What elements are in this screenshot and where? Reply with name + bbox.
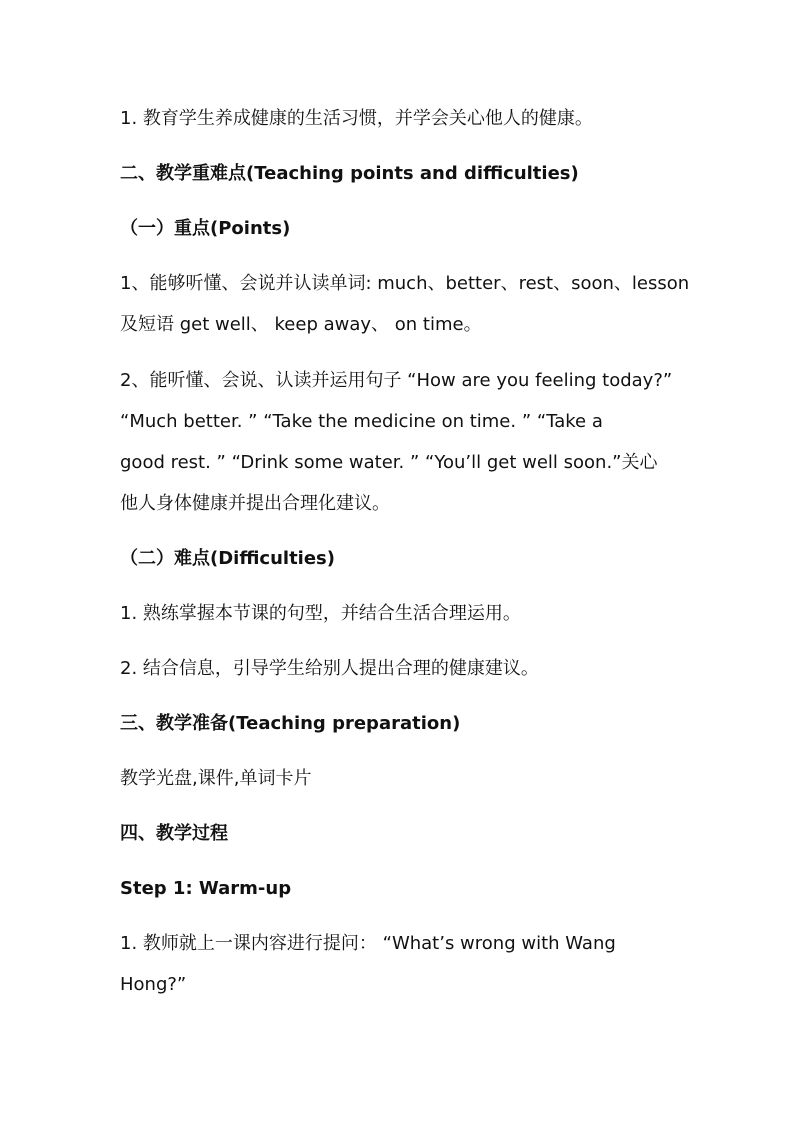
subheading-points: （一）重点(Points) (120, 218, 291, 239)
points-item-2-line-1: 2、能听懂、会说、认读并运用句子 “How are you feeling today?” (120, 370, 673, 391)
points-item-2-line-3: good rest. ” “Drink some water. ” “You’ll get well soon.”关心 (120, 452, 658, 473)
warm-up-item-1-line-2: Hong?” (120, 974, 187, 995)
difficulty-item-1: 1. 熟练掌握本节课的句型，并结合生活合理运用。 (120, 603, 521, 624)
objective-line: 1. 教育学生养成健康的生活习惯，并学会关心他人的健康。 (120, 108, 593, 129)
section-heading-teaching-points: 二、教学重难点(Teaching points and difficulties) (120, 163, 579, 184)
subheading-difficulties: （二）难点(Difficulties) (120, 548, 335, 569)
difficulty-item-2: 2. 结合信息，引导学生给别人提出合理的健康建议。 (120, 658, 539, 679)
points-item-2-line-4: 他人身体健康并提出合理化建议。 (120, 493, 390, 514)
points-item-1-line-1: 1、能够听懂、会说并认读单词: much、better、rest、soon、lesson (120, 273, 690, 294)
section-heading-process: 四、教学过程 (120, 823, 228, 844)
step-heading-warm-up: Step 1: Warm-up (120, 878, 292, 899)
warm-up-item-1-line-1: 1. 教师就上一课内容进行提问： “What’s wrong with Wang (120, 933, 616, 954)
preparation-materials: 教学光盘,课件,单词卡片 (120, 768, 312, 789)
points-item-2-line-2: “Much better. ” “Take the medicine on time. ” “Take a (120, 411, 603, 432)
points-item-1-line-2: 及短语 get well、 keep away、 on time。 (120, 314, 482, 335)
section-heading-preparation: 三、教学准备(Teaching preparation) (120, 713, 461, 734)
